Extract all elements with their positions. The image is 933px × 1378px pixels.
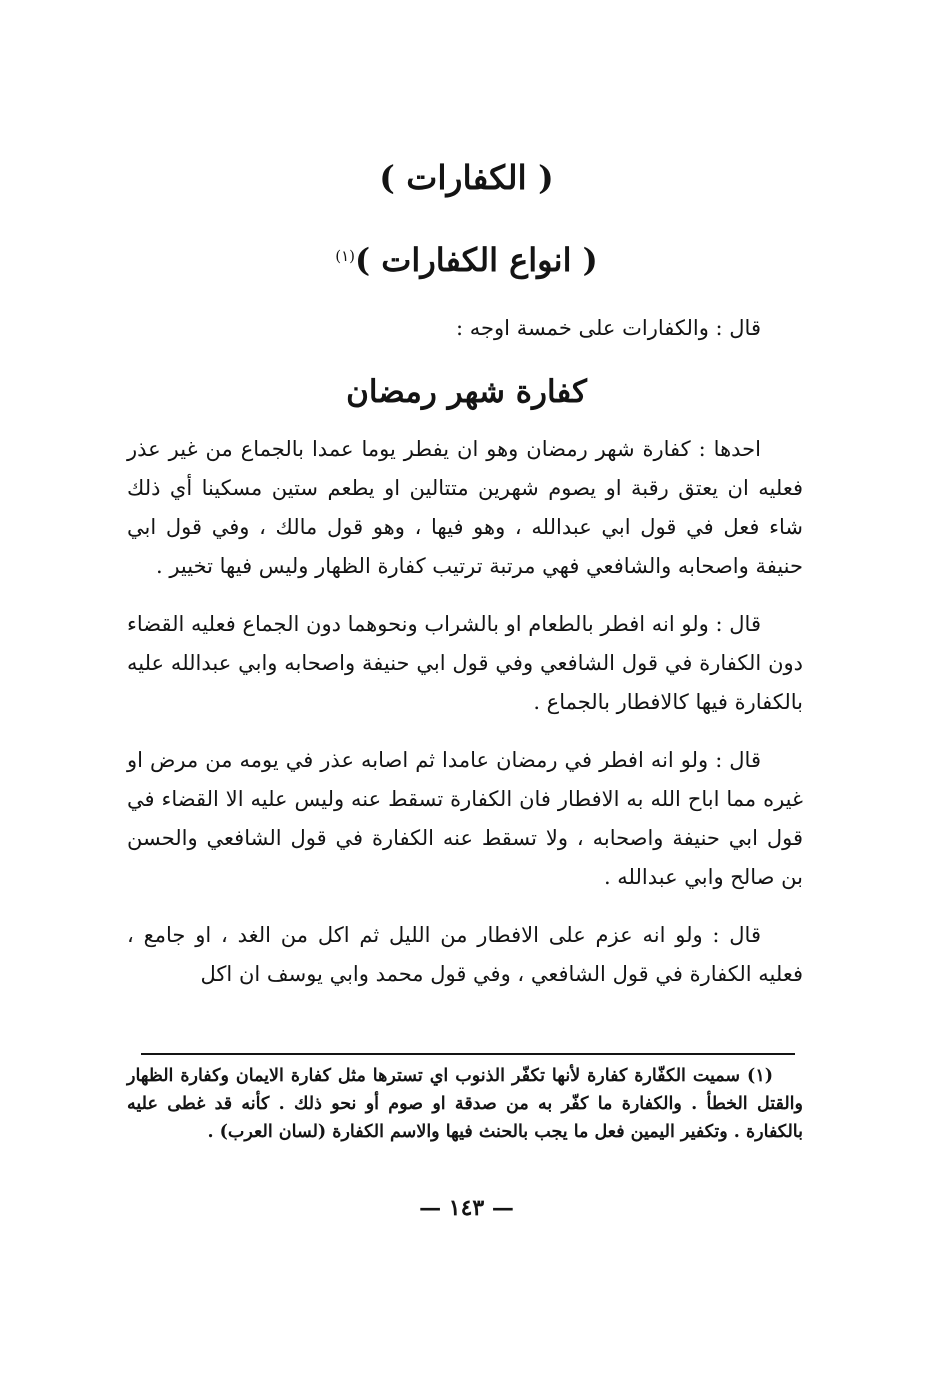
page-number: — ١٤٣ — (419, 1195, 514, 1221)
section-heading (0, 232, 933, 288)
section-heading-text: ( انواع الكفارات ) (355, 241, 598, 279)
paragraph: قال : ولو انه افطر بالطعام او بالشراب ونحوهما دون الجماع فعليه القضاء دون الكفارة في قول الشافعي وفي قول ابي حنيفة واصحابه وابي عبدالله عليه بالكفارة فيها كالافطار بالجماع . (127, 612, 803, 714)
intro-line: قال : والكفارات على خمسة اوجه : (456, 316, 761, 340)
subsection-title: كفارة شهر رمضان (346, 374, 587, 410)
chapter-heading: ( الكفارات ) (379, 158, 554, 197)
body-text (127, 430, 803, 1013)
paragraph: قال : ولو انه افطر في رمضان عامدا ثم اصابه عذر في يومه من مرض او غيره مما اباح الله به الافطار فان الكفارة تسقط عنه وليس عليه الا القضاء في قول ابي حنيفة واصحابه ، ولا تسقط عنه الكفارة في قول الشافعي والحسن بن صالح وابي عبدالله . (127, 748, 803, 889)
footnote-text: (١) سميت الكفّارة كفارة لأنها تكفّر الذنوب اي تسترها مثل كفارة الايمان وكفارة الظهار والقتل الخطأ . والكفارة ما كفّر به من صدقة او صوم أو نحو ذلك . كأنه قد غطى عليه بالكفارة . وتكفير اليمين فعل ما يجب بالحنث فيها والاسم الكفارة (لسان العرب) . (127, 1066, 803, 1142)
footnote-marker: (١) (335, 247, 356, 265)
paragraph: قال : ولو انه عزم على الافطار من الليل ثم اكل من الغد ، او جامع ، فعليه الكفارة في قول الشافعي ، وفي قول محمد وابي يوسف ان اكل (127, 923, 803, 986)
paragraph: احدها : كفارة شهر رمضان وهو ان يفطر يوما عمدا بالجماع من غير عذر فعليه ان يعتق رقبة او يصوم شهرين متتالين او يطعم ستين مسكينا أي ذلك شاء فعل في قول ابي عبدالله ، وهو فيها ، وهو قول مالك ، وفي قول ابي حنيفة واصحابه والشافعي فهي مرتبة ترتيب كفارة الظهار وليس فيها تخيير . (127, 437, 803, 578)
footnote-divider (141, 1053, 795, 1055)
